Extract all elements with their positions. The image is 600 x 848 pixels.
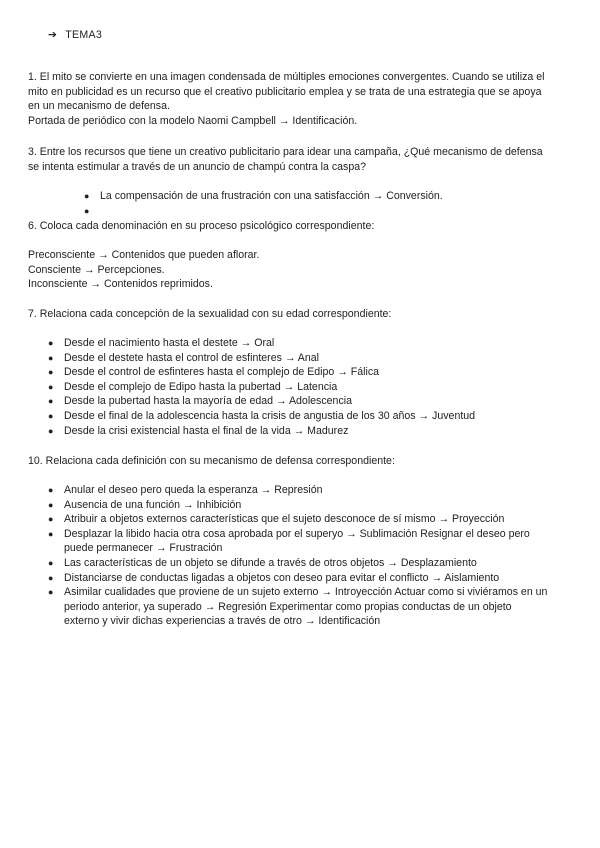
list-item: ● Las características de un objeto se difunde a través de otros objetos → Desplazamiento bbox=[48, 556, 477, 569]
bullet-icon: ● bbox=[48, 352, 54, 363]
list-item: ● Desde el final de la adolescencia hasta la crisis de angustia de los 30 años → Juventud bbox=[48, 409, 476, 422]
paragraph-line: 1. El mito se convierte en una imagen condensada de múltiples emociones convergentes. Cuando se utiliza el bbox=[28, 71, 545, 83]
paragraph-line: se intenta estimular a través de un anuncio de champú contra la caspa? bbox=[28, 160, 367, 173]
bullet-icon: ● bbox=[84, 205, 90, 216]
bullet-icon: ● bbox=[48, 338, 54, 348]
list-item: ● Asimilar cualidades que proviene de un sujeto externo → Introyección Actuar como si viviéramos en un periodo anterior, ya superado → Regresión Experimentar como propias conductas de un objeto externo y vivir dichas experiencias a través de otro → Identificación bbox=[48, 586, 548, 628]
arrow-right-icon: ➔ bbox=[48, 29, 58, 41]
paragraph-line: 3. Entre los recursos que tiene un creativo publicitario para idear una campaña, ¿Qué mecanismo de defensa bbox=[28, 146, 543, 158]
bullet-icon: ● bbox=[48, 587, 54, 598]
list-item: ● Desde el control de esfinteres hasta el complejo de Edipo → Fálica bbox=[48, 366, 380, 379]
question-1 bbox=[28, 70, 572, 128]
paragraph-line: en un mecanismo de defensa. bbox=[28, 100, 170, 113]
bullet-icon: ● bbox=[84, 191, 90, 201]
answer-line: Preconsciente → Contenidos que pueden aflorar. bbox=[28, 249, 260, 261]
list-item: ● Desde el destete hasta el control de esfinteres → Anal bbox=[48, 351, 319, 364]
list-item: ● Atribuir a objetos externos características que el sujeto desconoce de sí mismo → Proyección bbox=[48, 513, 505, 526]
question-title: 10. Relaciona cada definición con su mecanismo de defensa correspondiente: bbox=[28, 455, 395, 467]
question-title: 7. Relaciona cada concepción de la sexualidad con su edad correspondiente: bbox=[28, 308, 392, 320]
bullet-icon: ● bbox=[48, 572, 54, 583]
bullet-icon: ● bbox=[48, 425, 54, 436]
bullet-icon: ● bbox=[48, 528, 54, 539]
list-item: ● Ausencia de una función → Inhibición bbox=[48, 498, 242, 511]
section-title: TEMA3 bbox=[65, 29, 103, 41]
paragraph-line: mito en publicidad es un recurso que el creativo publicitario emplea y se trata de una estrategia que se apoya bbox=[28, 85, 542, 98]
list-item: ● La compensación de una frustración con una satisfacción → Conversión. bbox=[84, 190, 443, 202]
question-7 bbox=[28, 307, 572, 322]
question-6-answers bbox=[28, 248, 572, 292]
q10-list bbox=[48, 483, 572, 629]
list-item: ● Desde el complejo de Edipo hasta la pubertad → Latencia bbox=[48, 380, 338, 393]
question-6 bbox=[28, 219, 572, 234]
bullet-icon: ● bbox=[48, 557, 54, 568]
list-item: ● Anular el deseo pero queda la esperanza → Represión bbox=[48, 484, 323, 496]
answer-line: Portada de periódico con la modelo Naomi Campbell → Identificación. bbox=[28, 114, 358, 127]
answer-line: Consciente → Percepciones. bbox=[28, 263, 165, 276]
bullet-icon: ● bbox=[48, 485, 54, 495]
section-header bbox=[48, 29, 102, 41]
q7-list bbox=[48, 336, 572, 438]
q3-answer-list bbox=[84, 189, 570, 216]
bullet-icon: ● bbox=[48, 381, 54, 392]
question-3 bbox=[28, 145, 572, 174]
bullet-icon: ● bbox=[48, 410, 54, 421]
question-10 bbox=[28, 454, 572, 469]
list-item: ● Desde el nacimiento hasta el destete → Oral bbox=[48, 337, 275, 349]
question-title: 6. Coloca cada denominación en su proceso psicológico correspondiente: bbox=[28, 220, 375, 232]
bullet-icon: ● bbox=[48, 514, 54, 525]
answer-line: Inconsciente → Contenidos reprimidos. bbox=[28, 278, 213, 291]
list-item: ● Desplazar la libido hacia otra cosa aprobada por el superyo → Sublimación Resignar el deseo pero puede permanecer → Frustración bbox=[48, 527, 530, 555]
bullet-icon: ● bbox=[48, 396, 54, 407]
bullet-icon: ● bbox=[48, 499, 54, 510]
list-item: ● Desde la pubertad hasta la mayoría de edad → Adolescencia bbox=[48, 395, 352, 408]
list-item: ● Distanciarse de conductas ligadas a objetos con deseo para evitar el conflicto → Aislamiento bbox=[48, 571, 500, 584]
bullet-icon: ● bbox=[48, 367, 54, 378]
list-item: ● Desde la crisi existencial hasta el final de la vida → Madurez bbox=[48, 424, 349, 437]
